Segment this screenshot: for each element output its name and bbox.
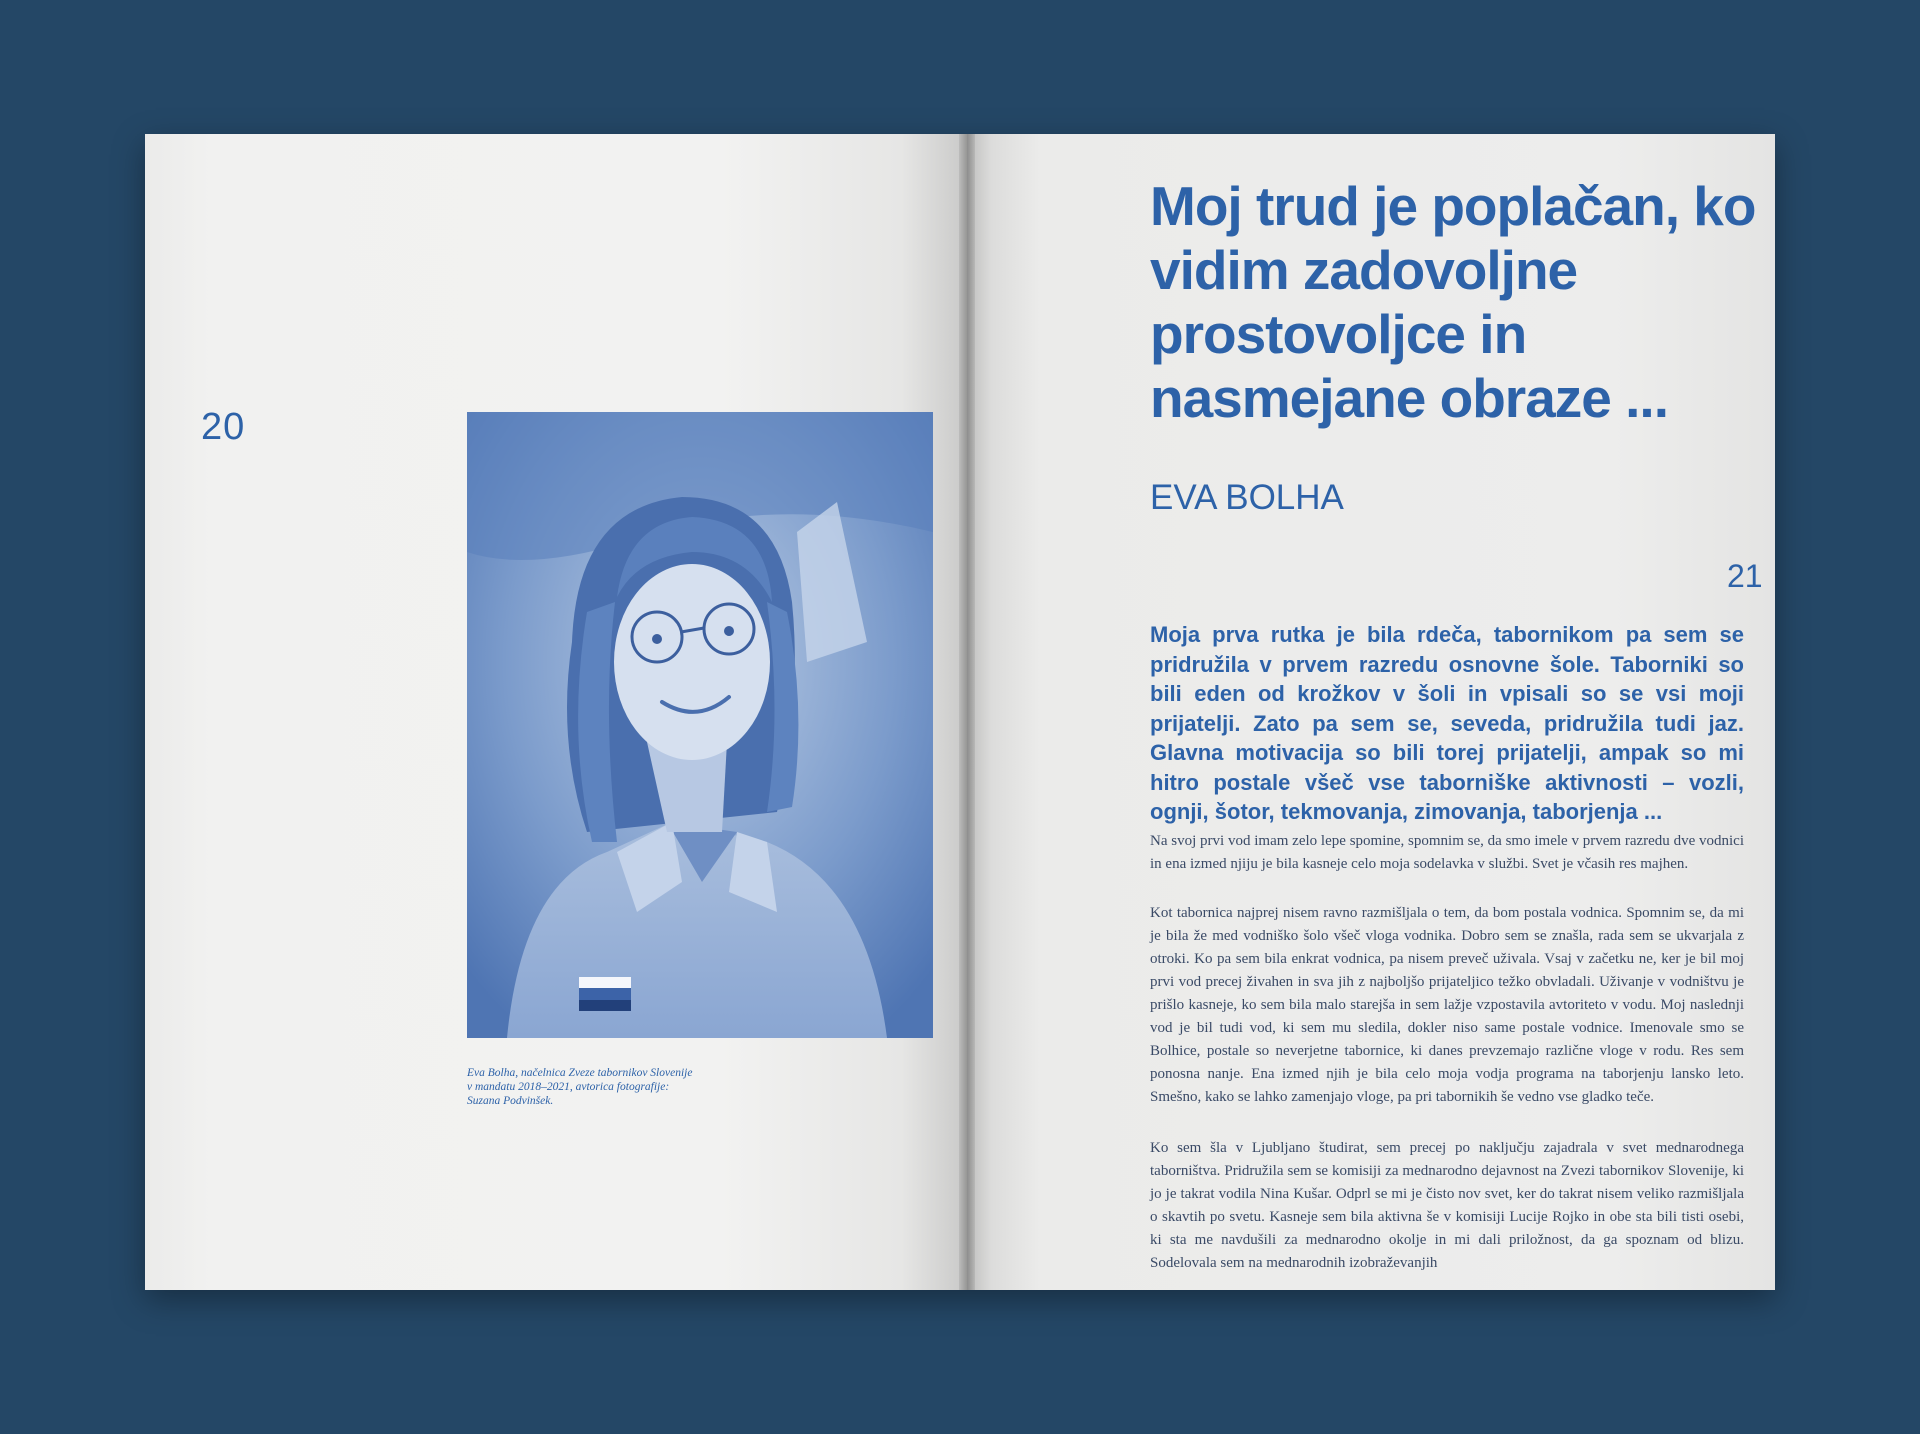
- photo-caption: Eva Bolha, načelnica Zveze tabornikov Slovenije v mandatu 2018–2021, avtorica fotografije: Suzana Podvinšek.: [467, 1067, 693, 1107]
- left-page: [145, 134, 967, 1290]
- body-paragraph: Kot tabornica najprej nisem ravno razmišljala o tem, da bom postala vodnica. Spomnim se, da mi je bila že med vodniško šolo všeč vloga vodnika. Dobro sem se znašla, rada sem se ukvarjala z otroki. Ko pa sem bila enkrat vodnica, pa nisem preveč uživala. Vsaj v začetku ne, ker je bil moj prvi vod precej živahen in sva jih z najboljšo prijateljico težko obvladali. Uživanje v vodništvu je prišlo kasneje, ko sem bila malo starejša in sem lažje vzpostavila avtoriteto v vodu. Moj naslednji vod je bil tudi vod, ki sem mu sledila, dokler niso same postale vodnice. Imenovale smo se Bolhice, postale so neverjetne tabornice, ki danes prevzemajo različne vloge v rodu. Res sem ponosna nanje. Ena izmed njih je bila celo moja vodja programa na taborjenju lansko leto. Smešno, kako se lahko zamenjajo vloge, pa pri tabornikih še vedno vse gladko teče.: [1150, 905, 1744, 1105]
- page-number-left: 20: [201, 406, 246, 448]
- body-paragraph: Ko sem šla v Ljubljano študirat, sem precej po naključju zajadrala v svet mednarodnega taborništva. Pridružila sem se komisiji za mednarodno dejavnost na Zvezi tabornikov Slovenije, ki jo je takrat vodila Nina Kušar. Odprl se mi je čisto nov svet, ker do takrat nisem veliko razmišljala o skavtih po svetu. Kasneje sem bila aktivna še v komisiji Lucije Rojko in obe sta bili tisti osebi, ki sta me navdušili za mednarodno okolje in mi dali priložnost, da ga spoznam od blizu. Sodelovala sem na mednarodnih izobraževanjih: [1150, 1140, 1744, 1271]
- body-paragraph: Na svoj prvi vod imam zelo lepe spomine, spomnim se, da smo imele v prvem razredu dve vodnici in ena izmed njiju je bila kasneje celo moja sodelavka v službi. Svet je včasih res majhen.: [1150, 833, 1744, 872]
- magazine-spread: [145, 134, 1775, 1290]
- author-name: EVA BOLHA: [1150, 478, 1344, 517]
- right-page: [967, 134, 1775, 1290]
- lead-paragraph: Moja prva rutka je bila rdeča, tabornikom pa sem se pridružila v prvem razredu osnovne šole. Taborniki so bili eden od krožkov v šoli in vpisali so se vsi moji prijatelji. Zato pa sem se, seveda, pridružila tudi jaz. Glavna motivacija so bili torej prijatelji, ampak so mi hitro postale všeč vse taborniške aktivnosti – vozli, ognji, šotor, tekmovanja, zimovanja, taborjenja ...: [1150, 622, 1744, 824]
- page-number-right: 21: [1727, 558, 1763, 594]
- portrait-photo: [467, 412, 933, 1038]
- article-headline: Moj trud je poplačan, ko vidim zadovoljne prostovoljce in nasmejane obraze ...: [1150, 175, 1756, 429]
- book-gutter: [959, 134, 975, 1290]
